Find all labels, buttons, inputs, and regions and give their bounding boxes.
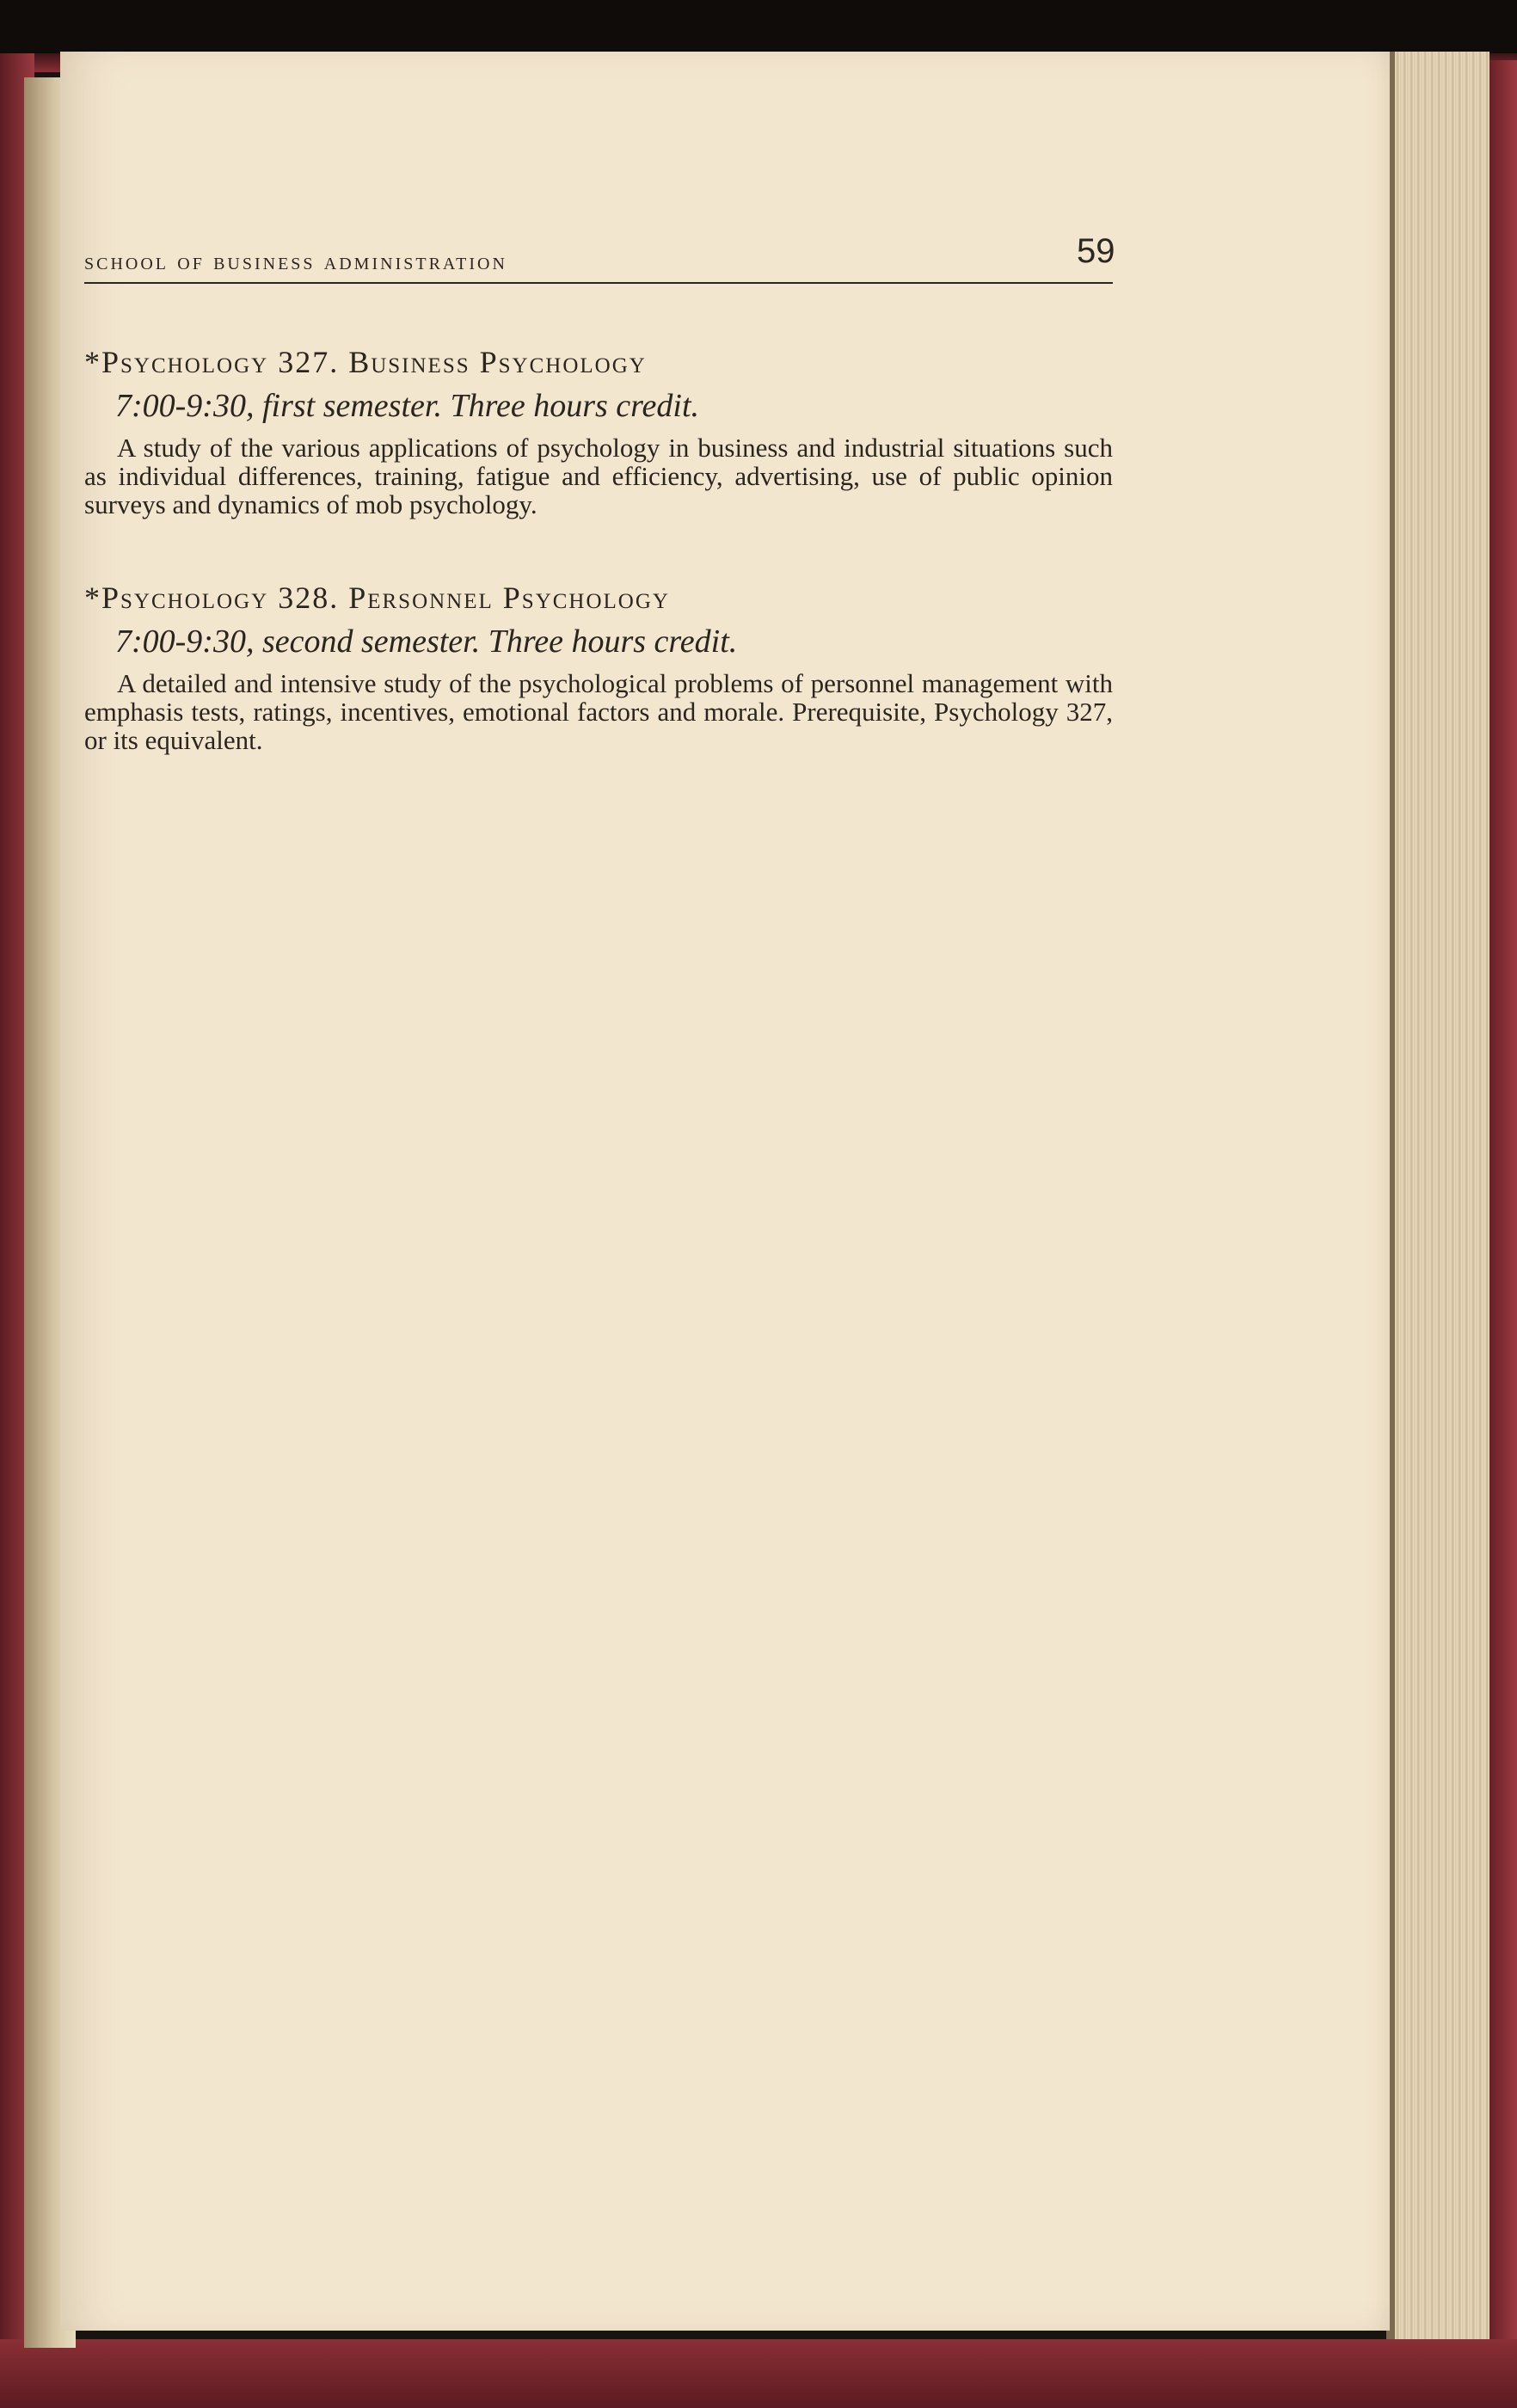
running-head: school of business administration [84,248,507,275]
course-description: A detailed and intensive study of the psychological problems of personnel management with emphasis tests, ratings, incentives, emotional factors and morale. Prerequisite, Psychology 327, or its equivalent. [84,668,1113,755]
course-entry [84,341,1116,519]
course-description: A study of the various applications of psychology in business and industrial situations such as individual differences, training, fatigue and efficiency, advertising, use of public opinion surveys and dynamics of mob psychology. [84,433,1113,519]
course-schedule: 7:00-9:30, first semester. Three hours credit. [115,388,700,424]
cover-bottom-edge [0,2339,1517,2408]
course-heading: *Psychology 327. Business Psychology [84,345,647,379]
cover-right-edge [1489,60,1517,2339]
dark-background [0,0,1517,53]
header-rule [84,282,1113,284]
page-edges [1386,52,1489,2339]
course-entry [84,576,1116,754]
page-number: 59 [1077,232,1115,270]
course-heading: *Psychology 328. Personnel Psychology [84,580,670,615]
course-schedule: 7:00-9:30, second semester. Three hours credit. [115,624,738,660]
